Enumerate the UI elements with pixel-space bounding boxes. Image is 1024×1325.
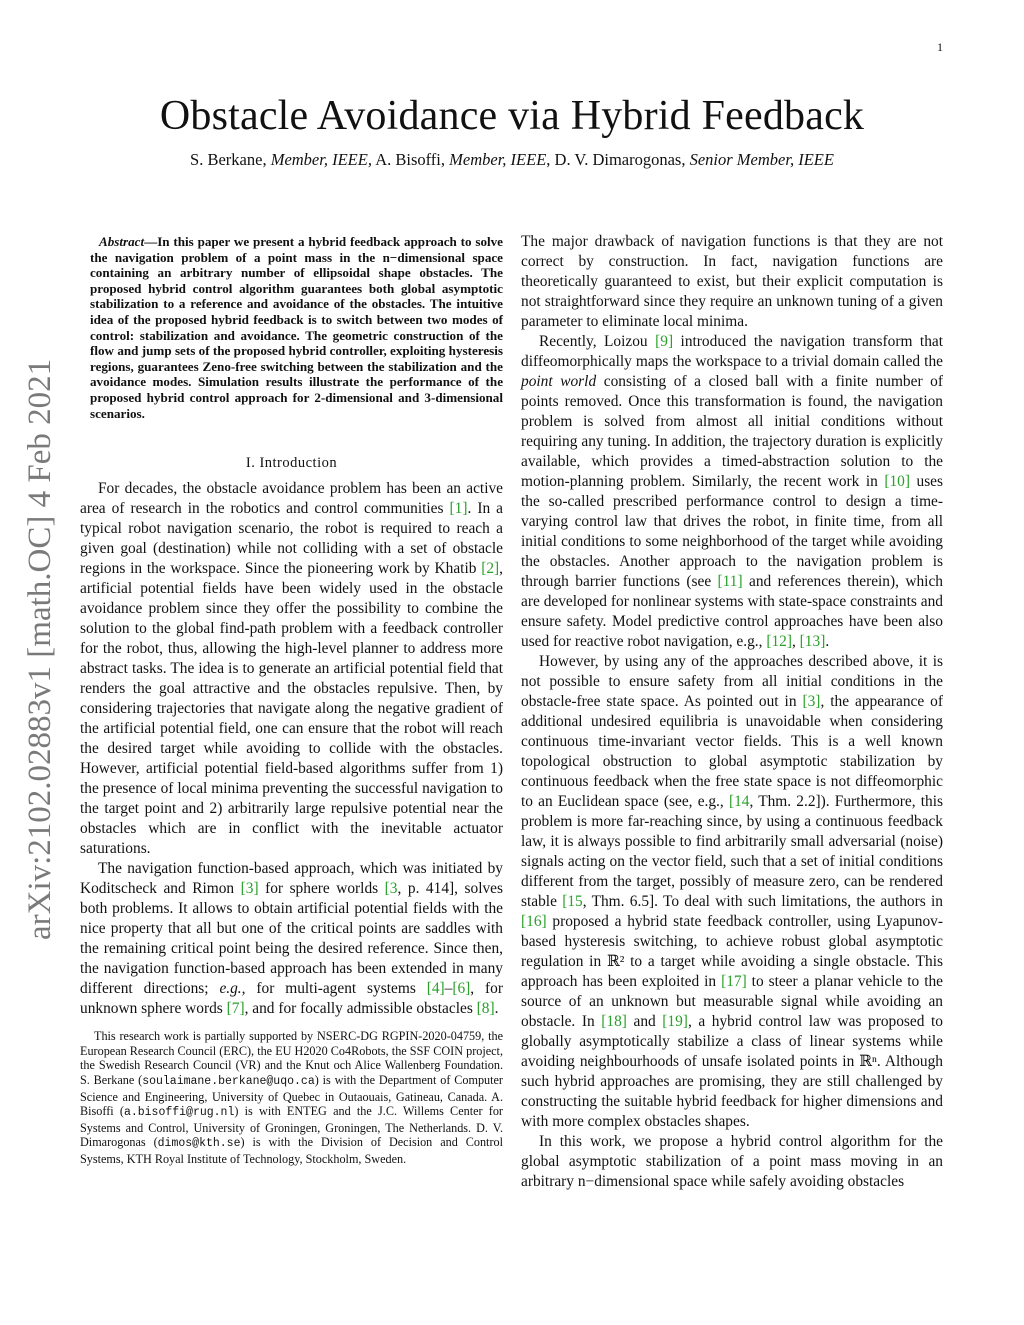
email-link[interactable]: soulaimane.berkane@uqo.ca <box>142 1074 315 1088</box>
paper-title: Obstacle Avoidance via Hybrid Feedback <box>159 93 865 139</box>
author-3-role: Senior Member, IEEE <box>689 150 834 169</box>
page-number: 1 <box>937 40 943 54</box>
author-1-role: Member, IEEE, <box>270 150 372 169</box>
right-column <box>521 232 943 1192</box>
right-paragraph-4: In this work, we propose a hybrid control algorithm for the global asymptotic stabilization of a point mass moving in an arbitrary n−dimensional space while safely avoiding obstacles <box>521 1133 943 1190</box>
abstract-label: Abstract <box>99 234 145 249</box>
arxiv-watermark: arXiv:2102.02883v1 [math.OC] 4 Feb 2021 <box>22 358 58 940</box>
citation-link[interactable]: [18] <box>601 1013 627 1030</box>
citation-link[interactable]: [14 <box>728 793 750 810</box>
right-paragraph-1: The major drawback of navigation functions is that they are not correct by construction. In fact, navigation functions are theoretically guaranteed to exist, but their explicit computation is not straightforward since they require an unknown tuning of a given parameter to eliminate local minima. <box>521 233 943 330</box>
citation-link[interactable]: [15 <box>562 893 583 910</box>
citation-link[interactable]: [1] <box>449 500 468 518</box>
citation-link[interactable]: [13] <box>799 633 826 650</box>
intro-paragraph-2: The navigation function-based approach, which was initiated by Koditscheck and Rimon [3] for sphere worlds [3, p. 414], solves both problems. It allows to obtain artificial potential fields with the nice property that all but one of the critical points are saddles with the remaining critical point being the desired reference. Since then, the navigation function-based approach has been extended in many different directions; e.g., for multi-agent systems [4]–[6], for unknown sphere words [7], and for focally admissible obstacles [8]. <box>80 860 503 1018</box>
right-paragraph-3: However, by using any of the approaches described above, it is not possible to ensure safety from all initial conditions in the obstacle-free state space. As pointed out in [3], the appearance of additional undesired equilibria is unavoidable when considering continuous time-invariant vector fields. This is a well known topological obstruction to global asymptotic stabilization by continuous feedback when the free state space is not diffeomorphic to an Euclidean space (see, e.g., [14, Thm. 2.2]). Furthermore, this problem is more far-reaching since, by using a continuous feedback law, it is always possible to find arbitrarily small adversarial (noise) signals acting on the vector field, such that a set of initial conditions different from the target, possibly of measure zero, can be rendered stable [15, Thm. 6.5]. To deal with such limitations, the authors in [16] proposed a hybrid state feedback controller, using Lyapunov-based hysteresis switching, to achieve robust global asymptotic regulation in ℝ² to a target while avoiding a single obstacle. This approach has been exploited in [17] to steer a planar vehicle to the source of an unknown but measurable signal while avoiding an obstacle. In [18] and [19], a hybrid control law was proposed to globally asymptotically stabilize a class of linear systems while avoiding neighbourhoods of unsafe isolated points in ℝⁿ. Although such hybrid approaches are promising, they are still challenged by constructing the suitable hybrid feedback for higher dimensions and with more complex obstacles shapes. <box>521 653 944 1130</box>
author-3: , D. V. Dimarogonas, <box>546 150 686 169</box>
citation-link[interactable]: [3 <box>384 880 398 898</box>
citation-link[interactable]: [3] <box>240 880 259 898</box>
citation-link[interactable]: [3] <box>802 693 821 710</box>
intro-paragraph-1: For decades, the obstacle avoidance problem has been an active area of research in the robotics and control communities [1]. In a typical robot navigation scenario, the robot is required to reach a given goal (destination) while not colliding with a set of obstacle regions in the workspace. Since the pioneering work by Khatib [2], artificial potential fields have been widely used in the obstacle avoidance problem since they offer the possibility to combine the solution to the global find-path problem with a feedback controller for the robot, thus, allowing the high-level planner to address more abstract tasks. The idea is to generate an artificial potential field that renders the goal attractive and the obstacles repulsive. Then, by considering trajectories that navigate along the negative gradient of the artificial potential field, one can ensure that the robot will reach the desired target while avoiding to collide with the obstacles. However, artificial potential field-based algorithms suffer from 1) the presence of local minima preventing the successful navigation to the target point and 2) arbitrarily large repulsive potential near the obstacles which are in conflict with the inevitable actuator saturations. <box>80 480 503 858</box>
citation-link[interactable]: [2] <box>481 560 500 578</box>
citation-link[interactable]: [4] <box>426 980 445 998</box>
email-link[interactable]: dimos@kth.se <box>157 1137 241 1151</box>
citation-link[interactable]: [7] <box>226 1000 245 1018</box>
citation-link[interactable]: [10] <box>884 473 910 490</box>
email-link[interactable]: a.bisoffi@rug.nl <box>123 1106 235 1120</box>
citation-link[interactable]: [12] <box>766 633 792 650</box>
author-2-role: Member, IEEE <box>449 150 547 169</box>
citation-link[interactable]: [16] <box>521 913 547 930</box>
footnote: This research work is partially supported by NSERC-DG RGPIN-2020-04759, the European Research Council (ERC), the EU H2020 Co4Robots, the SSF COIN project, the Swedish Research Council (VR) and the Knut och Alice Wallenberg Foundation. S. Berkane (soulaimane.berkane@uqo.ca) is with the Department of Computer Science and Engineering, University of Quebec in Outaouais, Gatineau, Canada. A. Bisoffi (a.bisoffi@rug.nl) is with ENTEG and the J.C. Willems Center for Systems and Control, University of Groningen, Groningen, The Netherlands. D. V. Dimarogonas (dimos@kth.se) is with the Division of Decision and Control Systems, KTH Royal Institute of Technology, Stockholm, Sweden. <box>80 1029 503 1166</box>
author-1: S. Berkane, <box>190 150 267 169</box>
section-heading: I. Introduction <box>245 455 338 472</box>
citation-link[interactable]: [9] <box>655 333 674 350</box>
citation-link[interactable]: [6] <box>452 980 471 998</box>
citation-link[interactable]: [19] <box>662 1013 688 1030</box>
right-paragraph-2: Recently, Loizou [9] introduced the navigation transform that diffeomorphically maps the workspace to a trivial domain called the point world consisting of a closed ball with a finite number of points removed. Once this transformation is found, the navigation problem is solved from almost all initial conditions without requiring any tuning. In addition, the trajectory duration is explicitly available, which provides a timed-abstraction solution to the motion-planning problem. Similarly, the recent work in [10] uses the so-called prescribed performance control to design a time-varying control law that drives the robot, in finite time, from all initial conditions to some neighborhood of the target while avoiding the obstacles. Another approach to the navigation problem is through barrier functions (see [11] and references therein), which are developed for nonlinear systems with state-space constraints and ensure safety. Model predictive control approaches have been also used for reactive robot navigation, e.g., [12], [13]. <box>521 333 944 650</box>
citation-link[interactable]: [11] <box>717 573 743 590</box>
author-line <box>0 150 1024 170</box>
author-2: A. Bisoffi, <box>375 150 446 169</box>
left-column <box>80 234 503 1166</box>
citation-link[interactable]: [17] <box>721 973 747 990</box>
abstract <box>80 234 503 421</box>
abstract-text: —In this paper we present a hybrid feedback approach to solve the navigation problem of a point mass in the n−dimensional space containing an arbitrary number of ellipsoidal shape obstacles. The proposed hybrid control algorithm guarantees both global asymptotic stabilization to a reference and avoidance of the obstacles. The intuitive idea of the proposed hybrid feedback is to switch between two modes of control: stabilization and avoidance. The geometric construction of the flow and jump sets of the proposed hybrid controller, exploiting hysteresis regions, guarantees Zeno-free switching between the stabilization and the avoidance modes. Simulation results illustrate the performance of the proposed hybrid control approach for 2-dimensional and 3-dimensional scenarios. <box>90 234 503 421</box>
citation-link[interactable]: [8] <box>476 1000 495 1018</box>
